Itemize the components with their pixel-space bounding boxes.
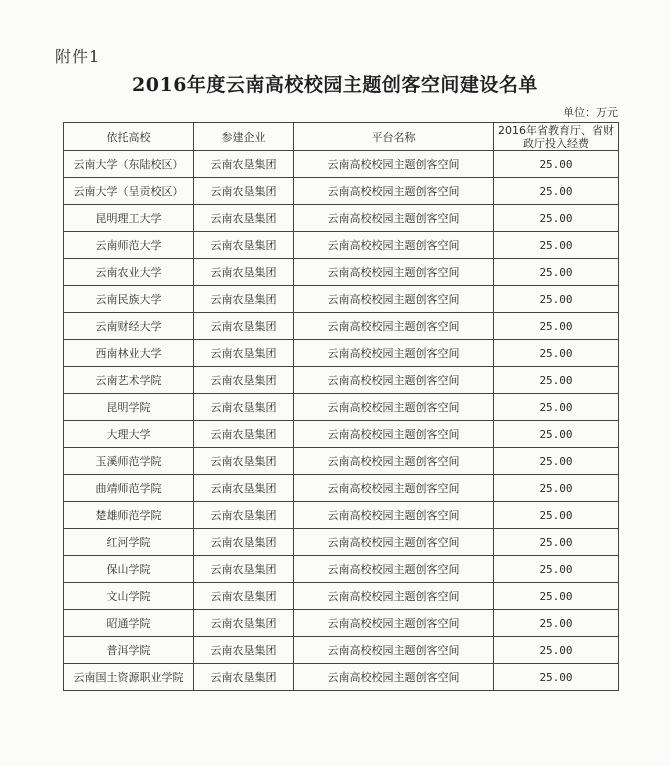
enterprise-cell: 云南农垦集团 — [194, 205, 294, 232]
funding-cell: 25.00 — [494, 529, 619, 556]
table-header-row — [64, 123, 619, 151]
platform-name-cell: 云南高校校园主题创客空间 — [294, 367, 494, 394]
university-cell: 云南民族大学 — [64, 286, 194, 313]
funding-cell: 25.00 — [494, 394, 619, 421]
platform-name-cell: 云南高校校园主题创客空间 — [294, 556, 494, 583]
university-cell: 云南艺术学院 — [64, 367, 194, 394]
enterprise-cell: 云南农垦集团 — [194, 259, 294, 286]
enterprise-cell: 云南农垦集团 — [194, 502, 294, 529]
column-header-university: 依托高校 — [64, 123, 194, 151]
funding-cell: 25.00 — [494, 178, 619, 205]
funding-cell: 25.00 — [494, 313, 619, 340]
platform-name-cell: 云南高校校园主题创客空间 — [294, 664, 494, 691]
column-header-funding — [494, 123, 619, 151]
enterprise-cell: 云南农垦集团 — [194, 556, 294, 583]
enterprise-cell: 云南农垦集团 — [194, 421, 294, 448]
university-cell: 云南大学（东陆校区） — [64, 151, 194, 178]
table-row — [64, 502, 619, 529]
university-cell: 云南农业大学 — [64, 259, 194, 286]
platform-name-cell: 云南高校校园主题创客空间 — [294, 502, 494, 529]
funding-cell: 25.00 — [494, 583, 619, 610]
table-row — [64, 637, 619, 664]
university-cell: 文山学院 — [64, 583, 194, 610]
funding-cell: 25.00 — [494, 637, 619, 664]
platform-name-cell: 云南高校校园主题创客空间 — [294, 205, 494, 232]
university-cell: 红河学院 — [64, 529, 194, 556]
table-row — [64, 556, 619, 583]
university-cell: 西南林业大学 — [64, 340, 194, 367]
platform-name-cell: 云南高校校园主题创客空间 — [294, 610, 494, 637]
university-cell: 普洱学院 — [64, 637, 194, 664]
funding-cell: 25.00 — [494, 151, 619, 178]
table-row — [64, 394, 619, 421]
enterprise-cell: 云南农垦集团 — [194, 232, 294, 259]
table-row — [64, 151, 619, 178]
enterprise-cell: 云南农垦集团 — [194, 178, 294, 205]
funding-cell: 25.00 — [494, 286, 619, 313]
platform-name-cell: 云南高校校园主题创客空间 — [294, 583, 494, 610]
funding-cell: 25.00 — [494, 205, 619, 232]
platform-name-cell: 云南高校校园主题创客空间 — [294, 448, 494, 475]
funding-cell: 25.00 — [494, 367, 619, 394]
university-cell: 云南财经大学 — [64, 313, 194, 340]
university-cell: 楚雄师范学院 — [64, 502, 194, 529]
university-cell: 曲靖师范学院 — [64, 475, 194, 502]
enterprise-cell: 云南农垦集团 — [194, 151, 294, 178]
funding-cell: 25.00 — [494, 340, 619, 367]
enterprise-cell: 云南农垦集团 — [194, 286, 294, 313]
enterprise-cell: 云南农垦集团 — [194, 313, 294, 340]
university-cell: 云南大学（呈贡校区） — [64, 178, 194, 205]
university-cell: 昆明理工大学 — [64, 205, 194, 232]
enterprise-cell: 云南农垦集团 — [194, 664, 294, 691]
platform-name-cell: 云南高校校园主题创客空间 — [294, 529, 494, 556]
enterprise-cell: 云南农垦集团 — [194, 340, 294, 367]
funding-table — [63, 122, 619, 691]
column-header-funding-text: 2016年省教育厅、省财政厅投入经费 — [498, 123, 614, 150]
university-cell: 昭通学院 — [64, 610, 194, 637]
enterprise-cell: 云南农垦集团 — [194, 448, 294, 475]
table-row — [64, 529, 619, 556]
table-row — [64, 205, 619, 232]
university-cell: 大理大学 — [64, 421, 194, 448]
table-row — [64, 664, 619, 691]
table-row — [64, 259, 619, 286]
university-cell: 云南国土资源职业学院 — [64, 664, 194, 691]
enterprise-cell: 云南农垦集团 — [194, 610, 294, 637]
table-row — [64, 232, 619, 259]
platform-name-cell: 云南高校校园主题创客空间 — [294, 475, 494, 502]
platform-name-cell: 云南高校校园主题创客空间 — [294, 313, 494, 340]
table-body — [64, 151, 619, 691]
enterprise-cell: 云南农垦集团 — [194, 394, 294, 421]
platform-name-cell: 云南高校校园主题创客空间 — [294, 259, 494, 286]
platform-name-cell: 云南高校校园主题创客空间 — [294, 178, 494, 205]
column-header-enterprise: 参建企业 — [194, 123, 294, 151]
table-row — [64, 475, 619, 502]
funding-cell: 25.00 — [494, 610, 619, 637]
funding-cell: 25.00 — [494, 556, 619, 583]
university-cell: 玉溪师范学院 — [64, 448, 194, 475]
table-row — [64, 367, 619, 394]
funding-cell: 25.00 — [494, 664, 619, 691]
table-row — [64, 448, 619, 475]
university-cell: 保山学院 — [64, 556, 194, 583]
table-row — [64, 610, 619, 637]
funding-cell: 25.00 — [494, 421, 619, 448]
table-row — [64, 340, 619, 367]
funding-cell: 25.00 — [494, 448, 619, 475]
document-title: 2016年度云南高校校园主题创客空间建设名单 — [132, 74, 538, 96]
enterprise-cell: 云南农垦集团 — [194, 637, 294, 664]
platform-name-cell: 云南高校校园主题创客空间 — [294, 232, 494, 259]
funding-cell: 25.00 — [494, 475, 619, 502]
platform-name-cell: 云南高校校园主题创客空间 — [294, 394, 494, 421]
university-cell: 昆明学院 — [64, 394, 194, 421]
enterprise-cell: 云南农垦集团 — [194, 529, 294, 556]
university-cell: 云南师范大学 — [64, 232, 194, 259]
table-row — [64, 178, 619, 205]
unit-label: 单位：万元 — [563, 106, 618, 119]
table-row — [64, 313, 619, 340]
funding-cell: 25.00 — [494, 232, 619, 259]
table-row — [64, 583, 619, 610]
enterprise-cell: 云南农垦集团 — [194, 583, 294, 610]
platform-name-cell: 云南高校校园主题创客空间 — [294, 151, 494, 178]
platform-name-cell: 云南高校校园主题创客空间 — [294, 340, 494, 367]
enterprise-cell: 云南农垦集团 — [194, 475, 294, 502]
platform-name-cell: 云南高校校园主题创客空间 — [294, 637, 494, 664]
funding-cell: 25.00 — [494, 502, 619, 529]
table-row — [64, 421, 619, 448]
funding-cell: 25.00 — [494, 259, 619, 286]
platform-name-cell: 云南高校校园主题创客空间 — [294, 286, 494, 313]
column-header-platform: 平台名称 — [294, 123, 494, 151]
attachment-label: 附件1 — [55, 47, 101, 66]
enterprise-cell: 云南农垦集团 — [194, 367, 294, 394]
table-row — [64, 286, 619, 313]
platform-name-cell: 云南高校校园主题创客空间 — [294, 421, 494, 448]
